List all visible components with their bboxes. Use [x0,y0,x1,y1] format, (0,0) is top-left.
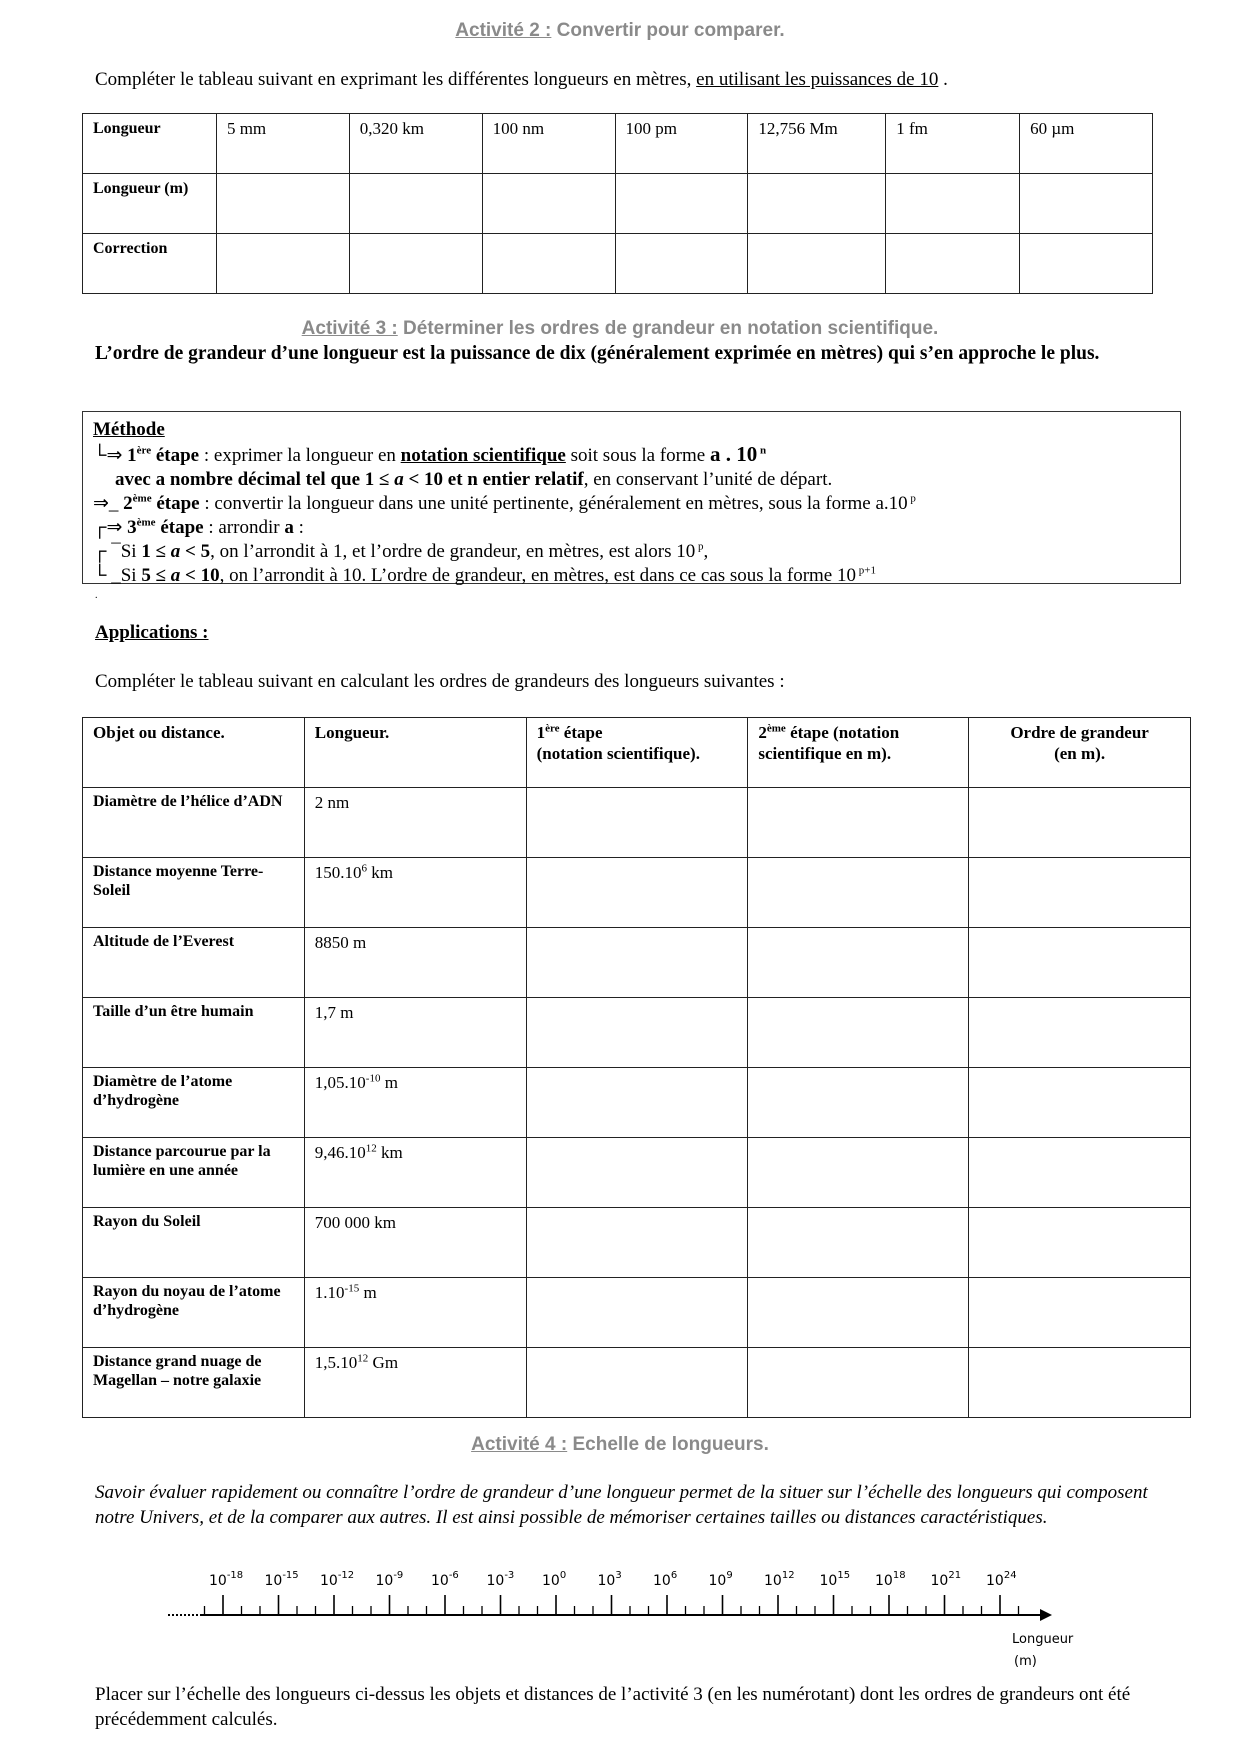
answer-cell[interactable] [526,998,748,1068]
header-text: étape (notation [785,723,900,742]
length-value [304,1278,526,1348]
length-base: 700 000 km [314,1213,397,1232]
table-row [83,858,1191,928]
length-value [304,928,526,998]
header-text: Ordre de grandeur [1010,723,1149,742]
table-cell[interactable] [216,174,349,234]
header-text: scientifique en m). [758,744,892,763]
object-name: Altitude de l’Everest [83,928,305,998]
length-base: 1,05.10 [314,1073,366,1092]
answer-cell[interactable] [748,1138,969,1208]
object-name: Diamètre de l’atome d’hydrogène [83,1068,305,1138]
length-base: 8850 m [314,933,367,952]
answer-cell[interactable] [748,1068,969,1138]
header-text: (en m). [1054,744,1106,763]
stray-dot: . [95,590,98,601]
intro-end: . [938,69,948,90]
tick-label: $10^{12}$ [764,1570,795,1589]
table-cell[interactable] [748,174,886,234]
answer-cell[interactable] [969,858,1191,928]
answer-cell[interactable] [748,858,969,928]
length-base: 150.10 [314,863,362,882]
activity2-title [0,20,1240,42]
activity-title-text: Echelle de longueurs. [567,1434,769,1455]
answer-cell[interactable] [526,788,748,858]
answer-cell[interactable] [748,1348,969,1418]
row-header: Longueur [83,114,217,174]
axis-arrow [1040,1609,1052,1621]
activity4-title [0,1434,1240,1456]
table-cell[interactable] [1020,174,1153,234]
table-cell: 0,320 km [349,114,482,174]
answer-cell[interactable] [969,1138,1191,1208]
tick-label: $10^{-3}$ [486,1570,515,1589]
header-text: Longueur. [314,723,390,742]
tick-label: $10^{-12}$ [320,1570,355,1589]
tick-label: $10^{-18}$ [209,1570,244,1589]
table-row [83,1138,1191,1208]
length-unit: m [380,1073,398,1092]
header-sup: ère [545,722,560,735]
table-cell: 100 pm [615,114,748,174]
column-header [748,718,969,788]
activity-label: Activité 3 : [301,318,398,339]
table-row [83,1278,1191,1348]
axis-label: Longueur [1012,1632,1074,1647]
answer-cell[interactable] [748,1278,969,1348]
header-text: 2 [758,723,767,742]
method-step2: ⇒_ 2ème étape : convertir la longueur dans une unité pertinente, généralement en mètres, sous la forme a.10 $^p$ [93,492,916,514]
length-unit: Gm [368,1353,399,1372]
length-value [304,858,526,928]
object-name: Distance parcourue par la lumière en une année [83,1138,305,1208]
answer-cell[interactable] [526,1208,748,1278]
header-sup: ème [766,722,786,735]
row-header: Longueur (m) [83,174,217,234]
table-cell: 12,756 Mm [748,114,886,174]
method-box [82,411,1181,584]
table-cell[interactable] [748,234,886,294]
method-title: Méthode [93,419,165,440]
table-cell: 1 fm [886,114,1020,174]
tick-label: $10^6$ [653,1570,678,1589]
activity3-title [0,318,1240,340]
table-row [83,234,1153,294]
length-unit: m [359,1283,377,1302]
tick-label: $10^{18}$ [875,1570,906,1589]
length-value [304,1138,526,1208]
object-name: Diamètre de l’hélice d’ADN [83,788,305,858]
length-value [304,998,526,1068]
applications-heading: Applications : [95,622,209,643]
tick-label: $10^{24}$ [986,1570,1017,1589]
tick-label: $10^9$ [708,1570,733,1589]
header-text: étape [559,723,603,742]
object-name: Rayon du noyau de l’atome d’hydrogène [83,1278,305,1348]
answer-cell[interactable] [969,788,1191,858]
activity-title-text: Déterminer les ordres de grandeur en notation scientifique. [397,318,939,339]
activity2-intro [95,68,948,92]
length-unit: km [367,863,394,882]
method-case1: ┌ ¯Si 1 ≤ a < 5, on l’arrondit à 1, et l’ordre de grandeur, en mètres, est alors 10 $^p$, [93,540,709,562]
table-row [83,1208,1191,1278]
answer-cell[interactable] [969,1068,1191,1138]
activity-label: Activité 4 : [471,1434,568,1455]
answer-cell[interactable] [969,928,1191,998]
definition-text: L’ordre de grandeur d’une longueur est la puissance de dix (généralement exprimée en mètres) qui s’en approche le plus. [95,343,1100,364]
column-header [304,718,526,788]
conversion-table [82,113,1153,294]
answer-cell[interactable] [748,998,969,1068]
table-row [83,1348,1191,1418]
table-row [83,114,1153,174]
answer-cell[interactable] [748,1208,969,1278]
tick-label: $10^{-9}$ [375,1570,404,1589]
activity-label: Activité 2 : [455,20,552,41]
table-cell[interactable] [349,234,482,294]
activity4-intro: Savoir évaluer rapidement ou connaître l’ordre de grandeur d’une longueur permet de la situer sur l’échelle des longueurs qui composent notre Univers, et de la comparer aux autres. Il est ainsi possible de mémoriser certaines tailles ou distances caractéristiques. [95,1482,1148,1528]
tick-label: $10^{15}$ [819,1570,851,1589]
table-cell[interactable] [349,174,482,234]
table-cell[interactable] [482,174,615,234]
tick-label: $10^0$ [542,1570,567,1589]
answer-cell[interactable] [748,788,969,858]
axis-unit: (m) [1014,1654,1037,1669]
row-header: Correction [83,234,217,294]
table-cell: 100 nm [482,114,615,174]
header-text: (notation scientifique). [536,744,700,763]
table-cell[interactable] [615,174,748,234]
answer-cell[interactable] [526,1138,748,1208]
column-header [969,718,1191,788]
table-cell: 60 µm [1020,114,1153,174]
answer-cell[interactable] [526,1068,748,1138]
length-base: 1,5.10 [314,1353,358,1372]
answer-cell[interactable] [526,1348,748,1418]
table-row [83,998,1191,1068]
tick-label: $10^{-6}$ [431,1570,459,1589]
table-cell[interactable] [1020,234,1153,294]
length-exponent: -10 [365,1072,381,1085]
table-row [83,1068,1191,1138]
length-exponent: -15 [344,1282,360,1295]
answer-cell[interactable] [969,1348,1191,1418]
object-name: Distance moyenne Terre-Soleil [83,858,305,928]
length-value [304,1068,526,1138]
activity-title-text: Convertir pour comparer. [551,20,785,41]
length-exponent: 12 [365,1142,377,1155]
table-row [83,174,1153,234]
object-name: Rayon du Soleil [83,1208,305,1278]
length-exponent: 6 [361,862,368,875]
answer-cell[interactable] [748,928,969,998]
answer-cell[interactable] [969,998,1191,1068]
method-step1: └⇒ 1ère étape : exprimer la longueur en notation scientifique soit sous la forme a . 10 $^n$ [93,442,767,466]
order-of-magnitude-table [82,717,1191,1418]
applications-intro: Compléter le tableau suivant en calculant les ordres de grandeurs des longueurs suivantes : [95,671,785,692]
table-cell[interactable] [216,234,349,294]
length-base: 1,7 m [314,1003,354,1022]
table-row [83,788,1191,858]
answer-cell[interactable] [526,858,748,928]
length-value [304,1348,526,1418]
table-cell[interactable] [886,174,1020,234]
answer-cell[interactable] [969,1278,1191,1348]
table-header-row [83,718,1191,788]
activity4-instruction: Placer sur l’échelle des longueurs ci-dessus les objets et distances de l’activité 3 (en les numérotant) dont les ordres de grandeurs ont été précédemment calculés. [95,1684,1131,1730]
intro-text: Compléter le tableau suivant en exprimant les différentes longueurs en mètres, [95,69,697,90]
header-text: Objet ou distance. [93,723,225,742]
length-exponent: 12 [357,1352,369,1365]
length-value [304,788,526,858]
tick-label: $10^3$ [597,1570,622,1589]
answer-cell[interactable] [526,1278,748,1348]
table-cell[interactable] [615,234,748,294]
method-step3: ┌⇒ 3ème étape : arrondir a : [93,516,304,538]
column-header [526,718,748,788]
answer-cell[interactable] [526,928,748,998]
tick-label: $10^{21}$ [930,1570,962,1589]
length-scale [0,1545,1240,1675]
column-header [83,718,305,788]
method-case2: └ _Si 5 ≤ a < 10, on l’arrondit à 10. L’ordre de grandeur, en mètres, est dans ce cas sous la forme 10 $^{p+1}$ [93,564,876,586]
method-step1-detail: avec a nombre décimal tel que 1 ≤ a < 10 et n entier relatif, en conservant l’unité de départ. [115,469,833,490]
table-cell[interactable] [886,234,1020,294]
length-base: 2 nm [314,793,350,812]
header-text: 1 [536,723,546,742]
table-cell: 5 mm [216,114,349,174]
length-value [304,1208,526,1278]
length-unit: km [376,1143,403,1162]
intro-underlined: en utilisant les puissances de 10 [696,69,939,90]
length-base: 9,46.10 [314,1143,366,1162]
table-row [83,928,1191,998]
object-name: Taille d’un être humain [83,998,305,1068]
tick-label: $10^{-15}$ [264,1570,299,1589]
answer-cell[interactable] [969,1208,1191,1278]
length-base: 1.10 [314,1283,345,1302]
object-name: Distance grand nuage de Magellan – notre galaxie [83,1348,305,1418]
table-cell[interactable] [482,234,615,294]
